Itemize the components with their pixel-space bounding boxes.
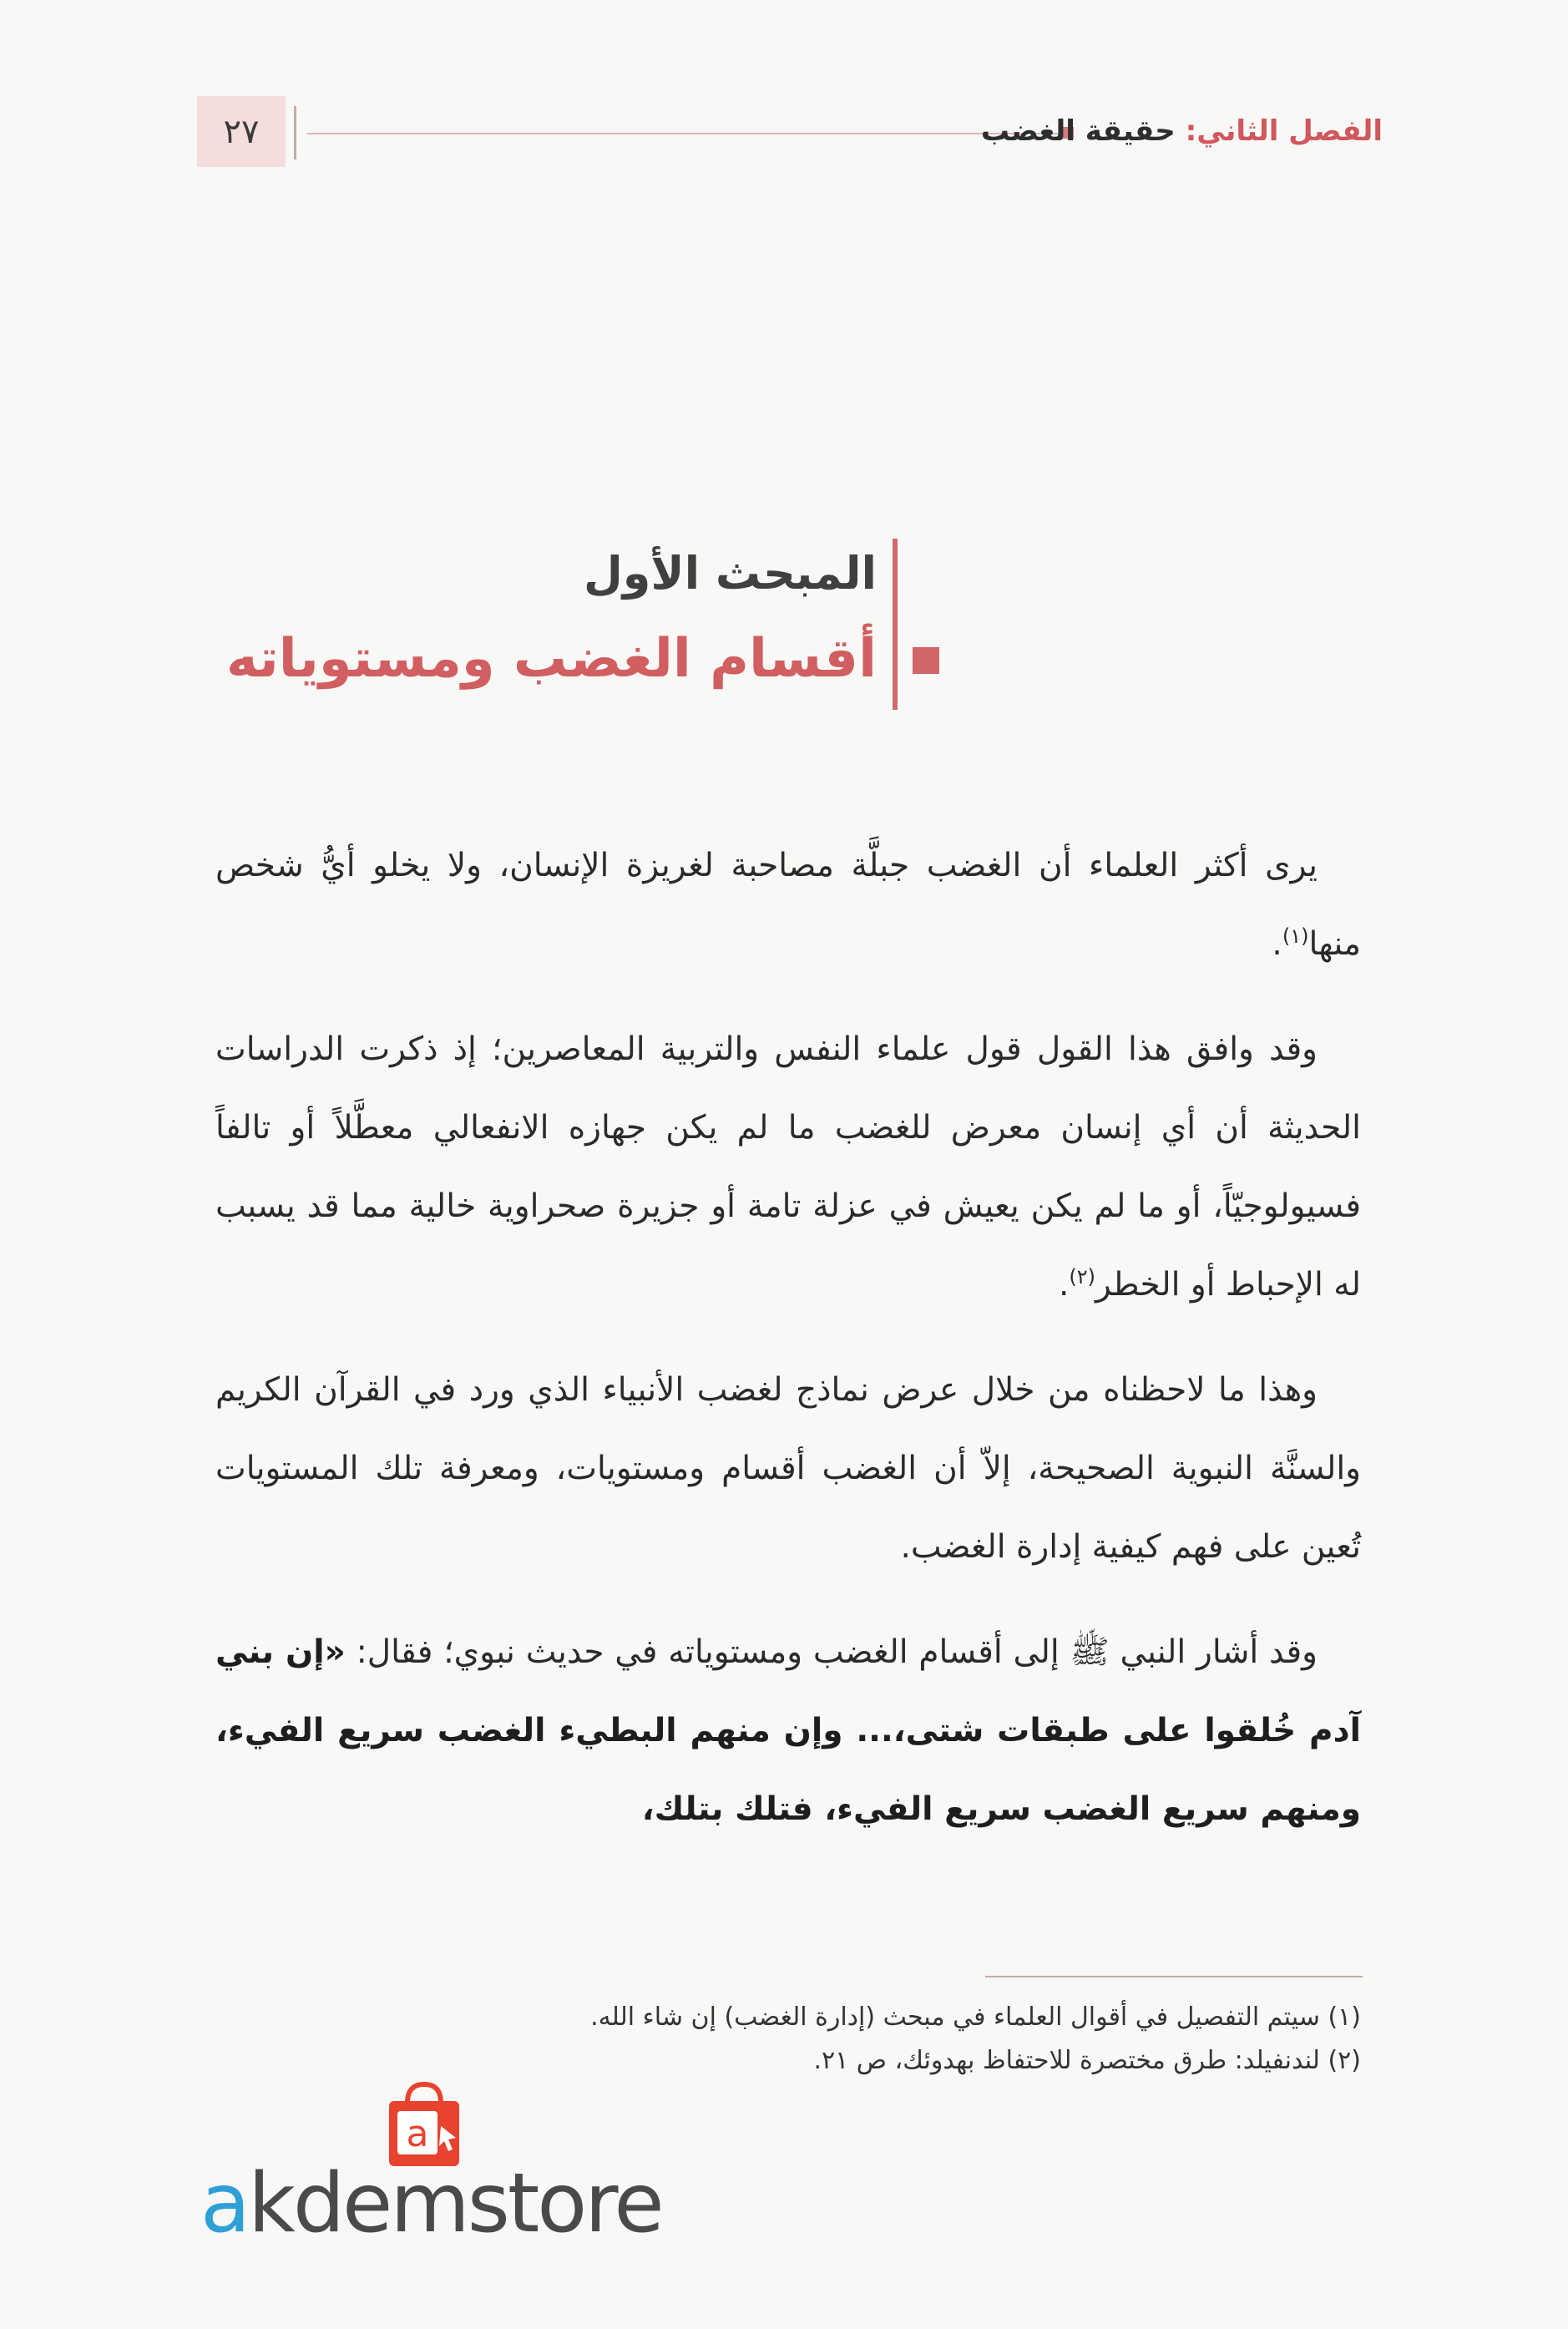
chapter-subtitle: حقيقة الغضب bbox=[980, 114, 1176, 148]
section-vertical-bar bbox=[893, 539, 898, 710]
section-title: المبحث الأول bbox=[583, 547, 877, 600]
body-text bbox=[215, 827, 1361, 1876]
chapter-title bbox=[981, 114, 1383, 148]
chapter-label: الفصل الثاني: bbox=[1185, 114, 1383, 148]
logo-icon-letter: a bbox=[406, 2113, 429, 2155]
paragraph-1: يرى أكثر العلماء أن الغضب جبلَّة مصاحبة لغريزة الإنسان، ولا يخلو أيُّ شخص منها$^{(١)}$. bbox=[215, 847, 1361, 963]
footnote-ref-1[interactable]: (١) bbox=[1282, 924, 1309, 948]
footnotes bbox=[215, 1996, 1361, 2083]
paragraph-3: وهذا ما لاحظناه من خلال عرض نماذج لغضب الأنبياء الذي ورد في القرآن الكريم والسنَّة النبوية الصحيحة، إلاّ أن الغضب أقسام ومستويات، ومعرفة تلك المستويات تُعين على فهم كيفية إدارة الغضب. bbox=[215, 1371, 1361, 1566]
footnote-1: (١) سيتم التفصيل في أقوال العلماء في مبحث (إدارة الغضب) إن شاء الله. bbox=[590, 2002, 1361, 2032]
footnote-2: (٢) لندنفيلد: طرق مختصرة للاحتفاظ بهدوئك، ص ٢١. bbox=[813, 2046, 1361, 2075]
paragraph-4: وقد أشار النبي ﷺ إلى أقسام الغضب ومستوياته في حديث نبوي؛ فقال: «إن بني آدم خُلقوا على طبقات شتى،... وإن منهم البطيء الغضب سريع الفيء، ومنهم سريع الغضب سريع الفيء، فتلك بتلك، bbox=[215, 1633, 1361, 1828]
hadith-quote: «إن بني آدم خُلقوا على طبقات شتى،... وإن منهم البطيء الغضب سريع الفيء، ومنهم سريع الغضب سريع الفيء، فتلك بتلك، bbox=[215, 1633, 1361, 1828]
footnote-ref-2[interactable]: (٢) bbox=[1069, 1265, 1096, 1289]
page-number-divider bbox=[294, 106, 296, 159]
brand-name-rest: kdemstore bbox=[248, 2156, 662, 2251]
section-square-marker bbox=[913, 647, 939, 674]
header-rule bbox=[307, 133, 1059, 134]
brand-logo-text bbox=[200, 2156, 662, 2251]
paragraph-2: وقد وافق هذا القول قول علماء النفس والتربية المعاصرين؛ إذ ذكرت الدراسات الحديثة أن أي إنسان معرض للغضب ما لم يكن جهازه الانفعالي معطَّلاً أو تالفاً فسيولوجيّاً، أو ما لم يكن يعيش في عزلة تامة أو جزيرة صحراوية خالية مما قد يسبب له الإحباط أو الخطر$^{(٢)}$. bbox=[215, 1030, 1361, 1304]
section-heading bbox=[225, 534, 1169, 727]
footnote-rule bbox=[985, 1976, 1363, 1977]
running-header bbox=[197, 96, 1383, 167]
section-subtitle: أقسام الغضب ومستوياته bbox=[225, 628, 877, 690]
brand-letter-a: a bbox=[200, 2156, 249, 2251]
page-number: ٢٧ bbox=[197, 96, 286, 167]
